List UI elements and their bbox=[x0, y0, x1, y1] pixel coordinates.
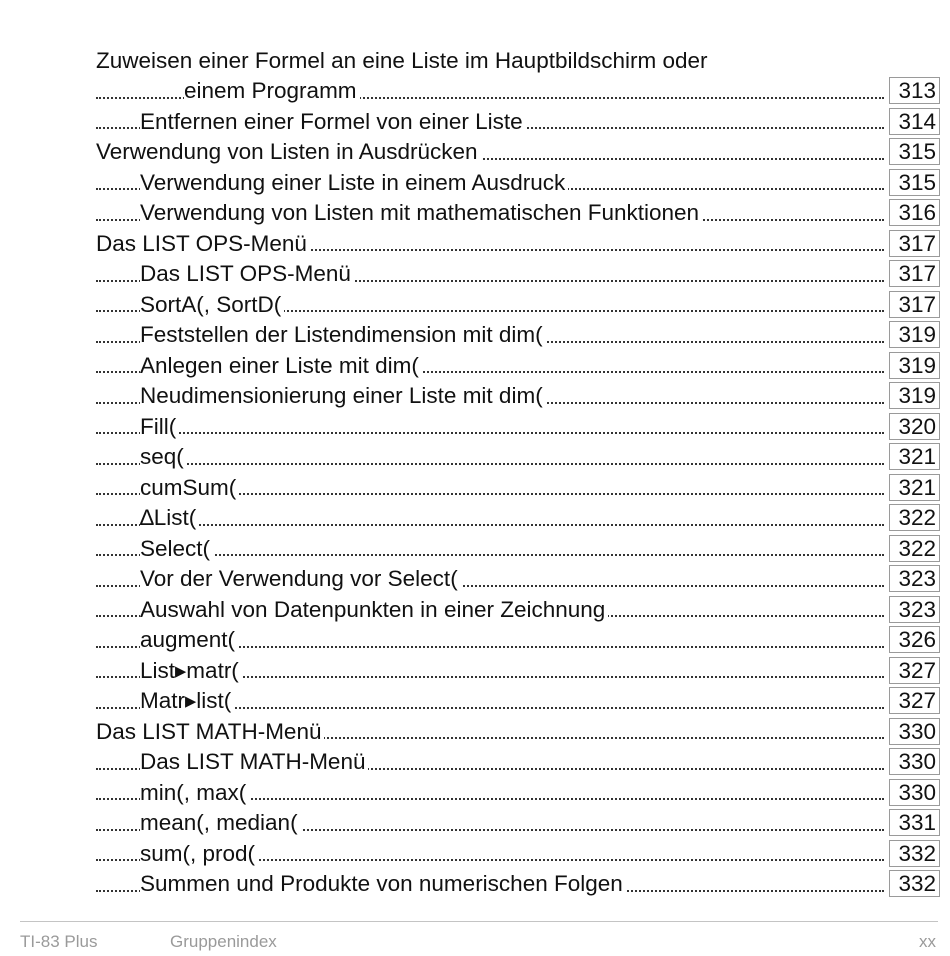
toc-page-number[interactable]: 326 bbox=[889, 626, 940, 653]
toc-page-number[interactable]: 322 bbox=[889, 535, 940, 562]
toc-entry-text-wrap bbox=[96, 259, 884, 290]
toc-entry-label: seq( bbox=[140, 444, 187, 469]
toc-entry-label: Feststellen der Listendimension mit dim( bbox=[140, 322, 546, 347]
toc-entry-label: List▸matr( bbox=[140, 658, 242, 683]
toc-entry-label: Select( bbox=[140, 536, 213, 561]
toc-entry-label: SortA(, SortD( bbox=[140, 292, 284, 317]
toc-entry-text-wrap bbox=[96, 198, 884, 229]
toc-entry-label: augment( bbox=[140, 627, 238, 652]
toc-entry-text-wrap bbox=[96, 442, 884, 473]
toc-entry-label: ∆List( bbox=[140, 505, 199, 530]
toc-page-number[interactable]: 316 bbox=[889, 199, 940, 226]
toc-entry-text-wrap bbox=[96, 503, 884, 534]
toc-entry-label: Das LIST MATH-Menü bbox=[96, 719, 324, 744]
toc-entry-label: Verwendung von Listen mit mathematischen Funktionen bbox=[140, 200, 702, 225]
toc-section-entry[interactable] bbox=[96, 717, 940, 748]
toc-page-number[interactable]: 319 bbox=[889, 382, 940, 409]
toc-page-number[interactable]: 322 bbox=[889, 504, 940, 531]
toc-entry[interactable] bbox=[96, 503, 940, 534]
dot-leader bbox=[96, 463, 884, 465]
toc-page-number[interactable]: 323 bbox=[889, 565, 940, 592]
toc-entry[interactable] bbox=[96, 747, 940, 778]
toc-entry-label: cumSum( bbox=[140, 475, 239, 500]
toc-page-number[interactable]: 327 bbox=[889, 687, 940, 714]
toc-entry-label: Anlegen einer Liste mit dim( bbox=[140, 353, 422, 378]
footer-product-name: TI-83 Plus bbox=[20, 932, 98, 951]
toc-page-number[interactable]: 332 bbox=[889, 840, 940, 867]
toc-entry-label: Das LIST OPS-Menü bbox=[140, 261, 354, 286]
footer-section-title: Gruppenindex bbox=[170, 932, 277, 951]
toc-page-number[interactable]: 317 bbox=[889, 260, 940, 287]
toc-entry[interactable] bbox=[96, 168, 940, 199]
footer-divider bbox=[20, 921, 938, 922]
toc-entry-text-wrap bbox=[96, 412, 884, 443]
toc-page-number[interactable]: 320 bbox=[889, 413, 940, 440]
toc-entry-label: Entfernen einer Formel von einer Liste bbox=[140, 109, 526, 134]
dot-leader bbox=[96, 554, 884, 556]
toc-entry-text-wrap bbox=[96, 107, 884, 138]
toc-entry-label: Neudimensionierung einer Liste mit dim( bbox=[140, 383, 546, 408]
dot-leader bbox=[96, 524, 884, 526]
toc-entry-label: Verwendung von Listen in Ausdrücken bbox=[96, 139, 481, 164]
toc-entry[interactable] bbox=[96, 381, 940, 412]
toc-entry[interactable] bbox=[96, 778, 940, 809]
toc-entry[interactable] bbox=[96, 107, 940, 138]
toc-page-number[interactable]: 319 bbox=[889, 352, 940, 379]
toc-entry-label: Matr▸list( bbox=[140, 688, 234, 713]
toc-entry[interactable] bbox=[96, 412, 940, 443]
toc-entry-label: Das LIST MATH-Menü bbox=[140, 749, 368, 774]
toc-page-number[interactable]: 331 bbox=[889, 809, 940, 836]
toc-page-number[interactable]: 313 bbox=[889, 77, 940, 104]
toc-entry-text-wrap bbox=[96, 625, 884, 656]
toc-entry[interactable] bbox=[96, 320, 940, 351]
toc-entry-text-wrap bbox=[96, 381, 884, 412]
toc-page-number[interactable]: 330 bbox=[889, 748, 940, 775]
table-of-contents bbox=[96, 46, 940, 900]
toc-entry-text-wrap bbox=[96, 686, 884, 717]
toc-entry-label: Fill( bbox=[140, 414, 179, 439]
dot-leader bbox=[96, 432, 884, 434]
toc-entry-label: mean(, median( bbox=[140, 810, 301, 835]
toc-entry-text-wrap bbox=[96, 717, 884, 748]
toc-entry[interactable] bbox=[96, 686, 940, 717]
toc-page-number[interactable]: 330 bbox=[889, 779, 940, 806]
toc-page-number[interactable]: 319 bbox=[889, 321, 940, 348]
toc-entry[interactable] bbox=[96, 351, 940, 382]
toc-entry[interactable] bbox=[96, 625, 940, 656]
toc-entry-label: min(, max( bbox=[140, 780, 249, 805]
toc-entry-text-wrap bbox=[96, 564, 884, 595]
toc-entry-text-wrap bbox=[96, 473, 884, 504]
toc-entry[interactable] bbox=[96, 259, 940, 290]
toc-entry-label: Verwendung einer Liste in einem Ausdruck bbox=[140, 170, 568, 195]
toc-page-number[interactable]: 332 bbox=[889, 870, 940, 897]
toc-page-number[interactable]: 321 bbox=[889, 474, 940, 501]
toc-entry-label: einem Programm bbox=[184, 78, 360, 103]
toc-entry-text-wrap bbox=[96, 46, 884, 76]
toc-entry-text-wrap bbox=[96, 229, 884, 260]
toc-page-number[interactable]: 315 bbox=[889, 169, 940, 196]
toc-page-number[interactable]: 314 bbox=[889, 108, 940, 135]
toc-page-number[interactable]: 330 bbox=[889, 718, 940, 745]
toc-entry[interactable] bbox=[96, 76, 940, 107]
toc-entry-text-wrap bbox=[96, 869, 884, 900]
toc-page-number[interactable]: 323 bbox=[889, 596, 940, 623]
toc-entry-text-wrap bbox=[96, 656, 884, 687]
toc-page-number[interactable]: 317 bbox=[889, 291, 940, 318]
footer-page-number: xx bbox=[919, 932, 936, 951]
toc-page-number[interactable]: 327 bbox=[889, 657, 940, 684]
toc-entry-label: Auswahl von Datenpunkten in einer Zeichnung bbox=[140, 597, 608, 622]
toc-entry-label: Vor der Verwendung vor Select( bbox=[140, 566, 461, 591]
toc-entry[interactable] bbox=[96, 839, 940, 870]
toc-entry[interactable] bbox=[96, 595, 940, 626]
toc-entry[interactable] bbox=[96, 808, 940, 839]
toc-entry-text-wrap bbox=[96, 839, 884, 870]
toc-entry-label: Summen und Produkte von numerischen Folgen bbox=[140, 871, 626, 896]
toc-entry[interactable] bbox=[96, 198, 940, 229]
toc-section-entry[interactable] bbox=[96, 229, 940, 260]
toc-page-number[interactable]: 315 bbox=[889, 138, 940, 165]
toc-entry-text-wrap bbox=[96, 137, 884, 168]
toc-entry-text-wrap bbox=[96, 168, 884, 199]
toc-entry-label: Zuweisen einer Formel an eine Liste im Hauptbildschirm oder bbox=[96, 48, 711, 73]
toc-entry[interactable] bbox=[96, 869, 940, 900]
toc-entry-text-wrap bbox=[96, 534, 884, 565]
toc-section-entry[interactable] bbox=[96, 137, 940, 168]
toc-entry-text-wrap bbox=[96, 290, 884, 321]
toc-entry[interactable] bbox=[96, 534, 940, 565]
toc-page-number[interactable]: 317 bbox=[889, 230, 940, 257]
toc-entry-text-wrap bbox=[96, 76, 884, 107]
toc-entry[interactable] bbox=[96, 290, 940, 321]
toc-page-number[interactable]: 321 bbox=[889, 443, 940, 470]
toc-entry-text-wrap bbox=[96, 747, 884, 778]
toc-entry-text-wrap bbox=[96, 778, 884, 809]
toc-entry[interactable] bbox=[96, 656, 940, 687]
toc-entry-heading-line[interactable] bbox=[96, 46, 940, 76]
toc-entry-label: sum(, prod( bbox=[140, 841, 258, 866]
toc-entry-text-wrap bbox=[96, 808, 884, 839]
toc-entry-text-wrap bbox=[96, 351, 884, 382]
toc-entry-label: Das LIST OPS-Menü bbox=[96, 231, 310, 256]
toc-entry-text-wrap bbox=[96, 320, 884, 351]
toc-entry[interactable] bbox=[96, 564, 940, 595]
toc-entry-text-wrap bbox=[96, 595, 884, 626]
toc-entry[interactable] bbox=[96, 442, 940, 473]
toc-entry[interactable] bbox=[96, 473, 940, 504]
